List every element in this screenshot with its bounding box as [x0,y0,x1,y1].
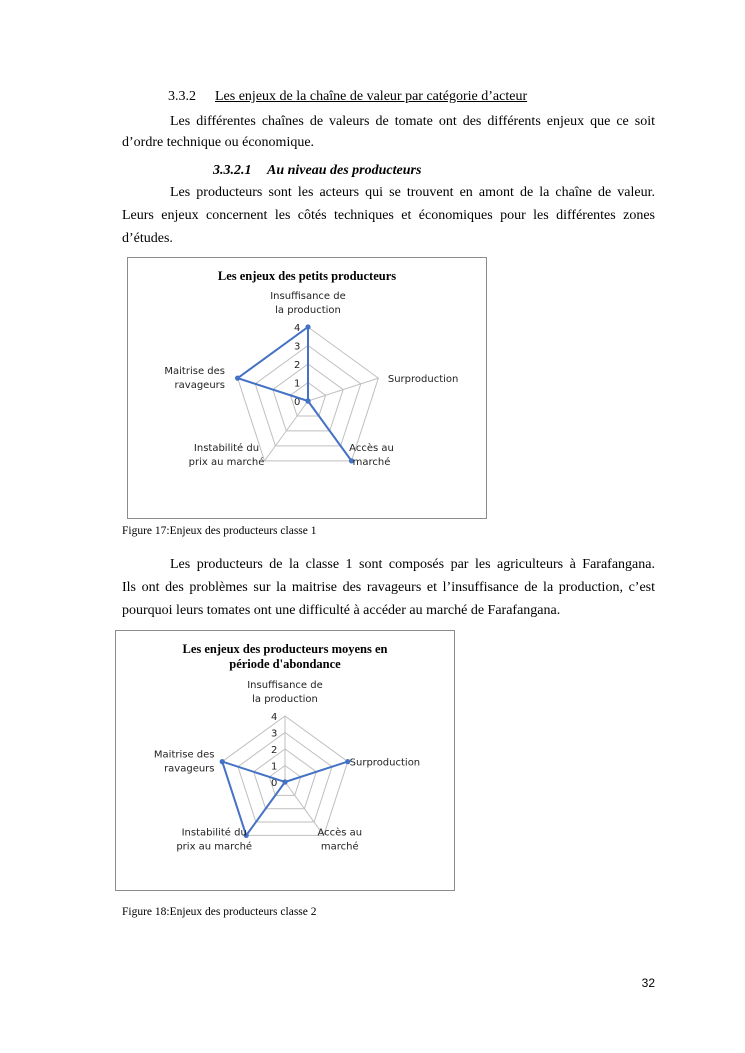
tick-label-3: 3 [271,728,278,740]
axis-label-1-0: Surproduction [349,757,421,769]
para2-line-1: Les producteurs de la classe 1 sont composés par les agriculteurs à Farafangana. [170,557,655,572]
radar-chart-petits-producteurs [127,257,487,519]
axis-label-3-0: Instabilité du [181,827,247,839]
axis-label-0-1: la production [275,305,341,316]
axis-label-3-1: prix au marché [176,841,253,853]
axis-label-4-1: ravageurs [164,763,215,775]
tick-label-4: 4 [271,712,278,723]
axis-label-3-1: prix au marché [188,456,265,468]
tick-label-2: 2 [271,745,278,756]
tick-label-3: 3 [294,341,301,353]
radar-svg-2 [116,631,454,890]
figure-18-caption: Figure 18:Enjeux des producteurs classe 2 [122,906,317,918]
data-point-4 [235,376,240,381]
chart-title-2-0: Les enjeux des producteurs moyens en [182,642,388,656]
axis-label-2-1: marché [320,841,359,853]
subsection-title: Au niveau des producteurs [267,163,422,178]
subsection-number: 3.3.2.1 [213,163,252,178]
data-point-2 [282,779,287,784]
tick-label-4: 4 [294,323,301,334]
tick-label-2: 2 [294,360,301,371]
tick-label-0: 0 [294,397,301,408]
data-point-3 [305,398,310,403]
radar-chart-producteurs-moyens [115,630,455,891]
axis-label-0-1: la production [252,694,318,705]
section-number: 3.3.2 [168,89,196,104]
tick-label-1: 1 [294,378,301,390]
chart-title-1-0: Les enjeux des petits producteurs [217,269,397,283]
axis-label-4-0: Maitrise des [153,749,215,761]
radar-svg-1 [128,258,486,518]
axis-label-3-0: Instabilité du [193,442,260,454]
axis-label-4-0: Maitrise des [164,366,226,378]
chart-title-2-1: période d'abondance [229,657,341,671]
tick-label-1: 1 [271,761,278,773]
data-point-0 [305,324,310,329]
body-line-2: Leurs enjeux concernent les côtés techniques et économiques pour les différentes zones [122,208,655,223]
page-number: 32 [641,976,655,990]
section-title: Les enjeux de la chaîne de valeur par catégorie d’acteur [215,89,528,104]
intro-line-1: Les différentes chaînes de valeurs de tomate ont des différents enjeux que ce soit [170,114,655,129]
axis-label-2-0: Accès au [349,442,394,454]
axis-label-0-0: Insuffisance de [247,680,323,691]
axis-label-1-0: Surproduction [387,374,459,386]
tick-label-0: 0 [271,778,278,789]
axis-label-2-1: marché [352,456,391,468]
figure-17-caption: Figure 17:Enjeux des producteurs classe 1 [122,525,317,537]
axis-label-0-0: Insuffisance de [270,291,346,302]
intro-line-2: d’ordre technique ou économique. [122,135,315,150]
para2-line-3: pourquoi leurs tomates ont une difficulté à accéder au marché de Farafangana. [122,603,561,618]
para2-line-2: Ils ont des problèmes sur la maitrise des ravageurs et l’insuffisance de la production, c’est [122,580,655,595]
axis-label-2-0: Accès au [317,827,363,839]
data-point-4 [220,759,225,764]
axis-label-4-1: ravageurs [174,380,226,392]
body-line-3: d’études. [122,231,173,246]
body-line-1: Les producteurs sont les acteurs qui se trouvent en amont de la chaîne de valeur. [170,185,655,200]
